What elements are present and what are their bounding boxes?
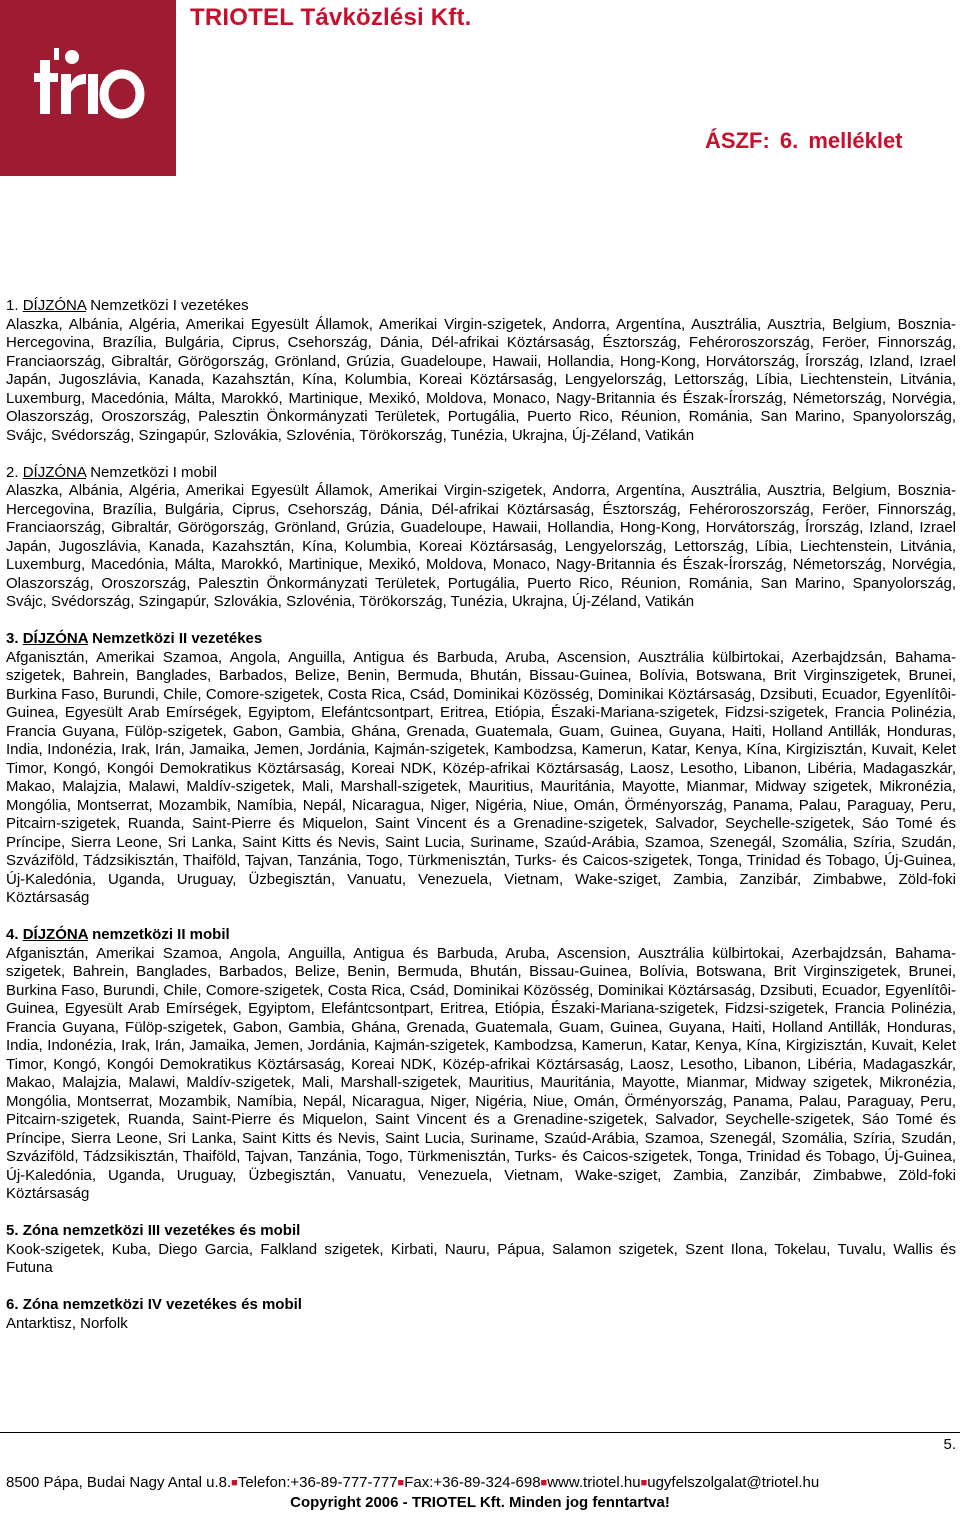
company-name: TRIOTEL Távközlési Kft.	[190, 4, 472, 31]
copyright-notice: Copyright 2006 - TRIOTEL Kft. Minden jog fenntartva!	[290, 1494, 670, 1511]
zone-section-1	[6, 297, 956, 445]
bullet-icon: ■	[540, 1477, 548, 1489]
zone-number: 1.	[6, 297, 19, 314]
bullet-icon: ■	[397, 1477, 405, 1489]
zone-heading-bold: DÍJZÓNA	[22, 463, 87, 481]
footer-address: 8500 Pápa, Budai Nagy Antal u.8.	[6, 1474, 232, 1491]
zone-section-3	[6, 630, 956, 908]
zone-heading-rest: nemzetközi II mobil	[87, 926, 230, 943]
zone-section-6	[6, 1296, 956, 1333]
document-body	[6, 297, 956, 1333]
zone-country-list: Afganisztán, Amerikai Szamoa, Angola, Anguilla, Antigua és Barbuda, Aruba, Ascension, Ausztrália külbirtokai, Azerbajdzsán, Bahama-szigetek, Bahrein, Banglades, Barbados, Belize, Benin, Bermuda, Bhután, Bissau-Guinea, Bolívia, Botswana, Brit Virginszigetek, Brunei, Burkina Faso, Burundi, Chile, Comore-szigetek, Costa Rica, Csád, Dominikai Közösség, Dominikai Köztársaság, Dzsibuti, Ecuador, Egyenlítôi-Guinea, Egyesült Arab Emírségek, Egyiptom, Elefántcsontpart, Eritrea, Etiópia, Északi-Mariana-szigetek, Fidzsi-szigetek, Francia Polinézia, Francia Guyana, Fülöp-szigetek, Gabon, Gambia, Ghána, Grenada, Guatemala, Guam, Guinea, Guyana, Haiti, Holland Antillák, Honduras, India, Indonézia, Irak, Irán, Jamaika, Jemen, Jordánia, Kajmán-szigetek, Kambodzsa, Kamerun, Katar, Kenya, Kína, Kirgizisztán, Kuvait, Kelet Timor, Kongó, Kongói Demokratikus Köztársaság, Koreai NDK, Közép-afrikai Köztársaság, Laosz, Lesotho, Libanon, Libéria, Madagaszkár, Makao, Malajzia, Malawi, Maldív-szigetek, Mali, Marshall-szigetek, Mauritius, Mauritánia, Mayotte, Mianmar, Midway szigetek, Mikronézia, Mongólia, Montserrat, Mozambik, Namíbia, Nepál, Nicaragua, Niger, Nigéria, Niue, Omán, Örményország, Panama, Palau, Paraguay, Peru, Pitcairn-szigetek, Ruanda, Saint-Pierre és Miquelon, Saint Vincent és a Grenadine-szigetek, Salvador, Seychelle-szigetek, Sáo Tomé és Príncipe, Sierra Leone, Sri Lanka, Saint Kitts és Nevis, Saint Lucia, Suriname, Szaúd-Arábia, Szamoa, Szenegál, Szomália, Szíria, Szudán, Szváziföld, Tádzsikisztán, Thaiföld, Tajvan, Tanzánia, Togo, Türkmenisztán, Turks- és Caicos-szigetek, Tonga, Trinidad és Tobago, Új-Guinea, Új-Kaledónia, Uganda, Uruguay, Üzbegisztán, Vanuatu, Venezuela, Vietnam, Wake-sziget, Zambia, Zanzibár, Zimbabwe, Zöld-foki Köztársaság	[6, 944, 956, 1202]
trio-logo	[0, 0, 176, 176]
footer-email[interactable]: ugyfelszolgalat@triotel.hu	[647, 1474, 820, 1491]
zone-number: 4.	[6, 926, 19, 943]
zone-heading-bold: DÍJZÓNA	[22, 630, 88, 647]
zone-number: 3.	[6, 630, 19, 647]
zone-heading-bold: DÍJZÓNA	[22, 926, 88, 943]
footer-fax: Fax:+36-89-324-698	[404, 1474, 541, 1491]
zone-heading-rest: Nemzetközi I mobil	[86, 463, 217, 481]
bullet-icon: ■	[640, 1477, 648, 1489]
footer-divider	[0, 1432, 960, 1433]
zone-country-list: Antarktisz, Norfolk	[6, 1314, 128, 1332]
zone-section-4	[6, 926, 956, 1204]
zone-number: 6.	[6, 1296, 19, 1313]
page-number: 5.	[943, 1436, 956, 1453]
bullet-icon: ■	[231, 1477, 238, 1489]
zone-country-list: Afganisztán, Amerikai Szamoa, Angola, Anguilla, Antigua és Barbuda, Aruba, Ascension, Ausztrália külbirtokai, Azerbajdzsán, Bahama-szigetek, Bahrein, Banglades, Barbados, Belize, Benin, Bermuda, Bhután, Bissau-Guinea, Bolívia, Botswana, Brit Virginszigetek, Brunei, Burkina Faso, Burundi, Chile, Comore-szigetek, Costa Rica, Csád, Dominikai Közösség, Dominikai Köztársaság, Dzsibuti, Ecuador, Egyenlítôi-Guinea, Egyesült Arab Emírségek, Egyiptom, Elefántcsontpart, Eritrea, Etiópia, Északi-Mariana-szigetek, Fidzsi-szigetek, Francia Polinézia, Francia Guyana, Fülöp-szigetek, Gabon, Gambia, Ghána, Grenada, Guatemala, Guam, Guinea, Guyana, Haiti, Holland Antillák, Honduras, India, Indonézia, Irak, Irán, Jamaika, Jemen, Jordánia, Kajmán-szigetek, Kambodzsa, Kamerun, Katar, Kenya, Kína, Kirgizisztán, Kuvait, Kelet Timor, Kongó, Kongói Demokratikus Köztársaság, Koreai NDK, Közép-afrikai Köztársaság, Laosz, Lesotho, Libanon, Libéria, Madagaszkár, Makao, Malajzia, Malawi, Maldív-szigetek, Mali, Marshall-szigetek, Mauritius, Mauritánia, Mayotte, Mianmar, Midway szigetek, Mikronézia, Mongólia, Montserrat, Mozambik, Namíbia, Nepál, Nicaragua, Niger, Nigéria, Niue, Omán, Örményország, Panama, Palau, Paraguay, Peru, Pitcairn-szigetek, Ruanda, Saint-Pierre és Miquelon, Saint Vincent és a Grenadine-szigetek, Salvador, Seychelle-szigetek, Sáo Tomé és Príncipe, Sierra Leone, Sri Lanka, Saint Kitts és Nevis, Saint Lucia, Suriname, Szaúd-Arábia, Szamoa, Szenegál, Szomália, Szíria, Szudán, Szváziföld, Tádzsikisztán, Thaiföld, Tajvan, Tanzánia, Togo, Türkmenisztán, Turks- és Caicos-szigetek, Tonga, Trinidad és Tobago, Új-Guinea, Új-Kaledónia, Uganda, Uruguay, Üzbegisztán, Vanuatu, Venezuela, Vietnam, Wake-sziget, Zambia, Zanzibár, Zimbabwe, Zöld-foki Köztársaság	[6, 648, 956, 906]
zone-heading-bold: Zóna nemzetközi IV vezetékes és mobil	[22, 1296, 302, 1313]
zone-country-list: Kook-szigetek, Kuba, Diego Garcia, Falkland szigetek, Kirbati, Nauru, Pápua, Salamon szigetek, Szent Ilona, Tokelau, Tuvalu, Wallis és Futuna	[6, 1240, 956, 1276]
annex-title: ÁSZF: 6. melléklet	[705, 128, 903, 153]
zone-heading-rest: Nemzetközi I vezetékes	[86, 297, 249, 314]
zone-section-5	[6, 1222, 956, 1278]
zone-section-2	[6, 464, 956, 612]
zone-heading-bold: DÍJZÓNA	[22, 297, 87, 314]
footer-phone: Telefon:+36-89-777-777	[237, 1474, 398, 1491]
zone-country-list: Alaszka, Albánia, Algéria, Amerikai Egyesült Államok, Amerikai Virgin-szigetek, Andorra, Argentína, Ausztrália, Ausztria, Belgium, Bosznia-Hercegovina, Brazília, Bulgária, Ciprus, Csehország, Dánia, Dél-afrikai Köztársaság, Észtország, Fehéroroszország, Feröer, Finnország, Franciaország, Gibraltár, Görögország, Grönland, Grúzia, Guadeloupe, Hawaii, Hollandia, Hong-Kong, Horvátország, Írország, Izland, Izrael Japán, Jugoszlávia, Kanada, Kazahsztán, Kína, Kolumbia, Koreai Köztársaság, Lengyelország, Lettország, Líbia, Liechtenstein, Litvánia, Luxemburg, Macedónia, Málta, Marokkó, Martinique, Mexikó, Moldova, Monaco, Nagy-Britannia és Észak-Írország, Németország, Norvégia, Olaszország, Oroszország, Palesztin Önkormányzati Területek, Portugália, Puerto Rico, Réunion, Románia, San Marino, Spanyolország, Svájc, Svédország, Szingapúr, Szlovákia, Szlovénia, Törökország, Tunézia, Ukrajna, Új-Zéland, Vatikán	[6, 482, 956, 610]
zone-heading-rest: Nemzetközi II vezetékes	[87, 630, 263, 647]
footer-web: www.triotel.hu	[547, 1474, 641, 1491]
zone-country-list: Alaszka, Albánia, Algéria, Amerikai Egyesült Államok, Amerikai Virgin-szigetek, Andorra, Argentína, Ausztrália, Ausztria, Belgium, Bosznia-Hercegovina, Brazília, Bulgária, Ciprus, Csehország, Dánia, Dél-afrikai Köztársaság, Észtország, Fehéroroszország, Feröer, Finnország, Franciaország, Gibraltár, Görögország, Grönland, Grúzia, Guadeloupe, Hawaii, Hollandia, Hong-Kong, Horvátország, Írország, Izland, Izrael Japán, Jugoszlávia, Kanada, Kazahsztán, Kína, Kolumbia, Koreai Köztársaság, Lengyelország, Lettország, Líbia, Liechtenstein, Litvánia, Luxemburg, Macedónia, Málta, Marokkó, Martinique, Mexikó, Moldova, Monaco, Nagy-Britannia és Észak-Írország, Németország, Norvégia, Olaszország, Oroszország, Palesztin Önkormányzati Területek, Portugália, Puerto Rico, Réunion, Románia, San Marino, Spanyolország, Svájc, Svédország, Szingapúr, Szlovákia, Szlovénia, Törökország, Tunézia, Ukrajna, Új-Zéland, Vatikán	[6, 315, 956, 444]
zone-heading-bold: Zóna nemzetközi III vezetékes és mobil	[22, 1222, 301, 1239]
footer-contact	[6, 1474, 960, 1491]
zone-number: 5.	[6, 1222, 19, 1239]
zone-number: 2.	[6, 463, 19, 481]
